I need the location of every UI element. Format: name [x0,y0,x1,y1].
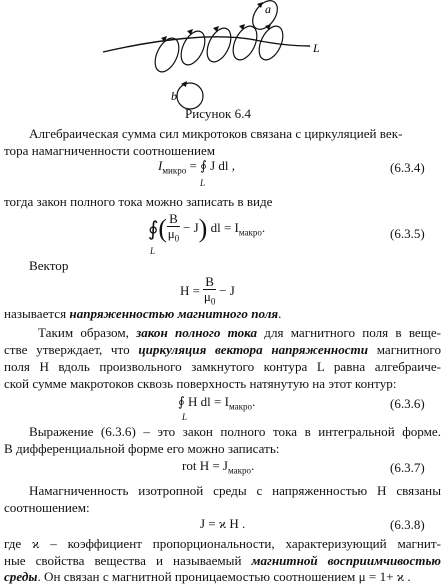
p6-line1: Выражение (6.3.6) – это закон полного тока в интегральной форме. [29,424,441,439]
equation-6-3-6: ∮ H dl = $I_{макро}$. [178,394,256,412]
eq-num-6-3-6: (6.3.6) [390,396,425,411]
equation-6-3-8: J = ϰ H . [200,516,246,531]
p8-line3: среды. Он связан с магнитной проницаемостью соотношением μ = 1+ ϰ . [4,569,411,584]
p8-line1: где ϰ – коэффициент пропорциональности, характеризующий магнит- [4,536,441,551]
equation-6-3-5: ∮( $\frac{B}{\mu_0}$ − J) dl = $I_{макро}$. [148,211,266,244]
eq-num-6-3-5: (6.3.5) [390,226,425,241]
eq1-int-sub: L [200,178,206,188]
equation-6-3-4: $I_{микро}$ = ∮ J dl , [158,158,236,176]
p2: тогда закон полного тока можно записать в виде [4,194,273,209]
figure-6-4 [95,0,335,110]
microcurrent-ellipse [202,24,235,65]
eq-num-6-3-7: (6.3.7) [390,460,425,475]
p5-line3: поля H вдоль произвольного замкнутого контура L равна алгебраиче- [4,359,441,374]
eq4-int-sub: L [182,412,188,422]
p5-line2: стве утверждает, что циркуляция вектора напряженности магнитного [4,342,441,357]
equation-6-3-7: rot $H = J_{макро}$. [182,458,255,476]
p5-line4: ской сумме макротоков сквозь поверхность натянутую на этот контур: [4,376,397,391]
microcurrent-ellipse [176,27,209,68]
eq-num-6-3-8: (6.3.8) [390,517,425,532]
p1-line1: Алгебраическая сумма сил микротоков связана с циркуляцией век- [29,126,403,141]
p3: Вектор [29,258,69,273]
p6-line2: В дифференциальной форме его можно записать: [4,441,280,456]
label-b: b [171,89,177,103]
p7-line2: соотношением: [4,500,90,515]
p7-line1: Намагниченность изотропной среды с напряженностью H связаны [29,483,441,498]
equation-h-definition: H = $\frac{B}{\mu_0}$ − J [180,274,235,307]
label-L: L [313,41,320,55]
label-a: a [265,2,271,16]
eq2-int-sub: L [150,246,156,256]
p1-line2: тора намагниченности соотношением [4,143,216,158]
eq-num-6-3-4: (6.3.4) [390,160,425,175]
p8-line2: ные свойства вещества и называемый магнитной восприимчивостью [4,553,441,568]
p4: называется напряженностью магнитного поля. [4,306,282,321]
p5-line1: Таким образом, закон полного тока для магнитного поля в веще- [38,325,441,340]
figure-caption: Рисунок 6.4 [185,106,252,121]
